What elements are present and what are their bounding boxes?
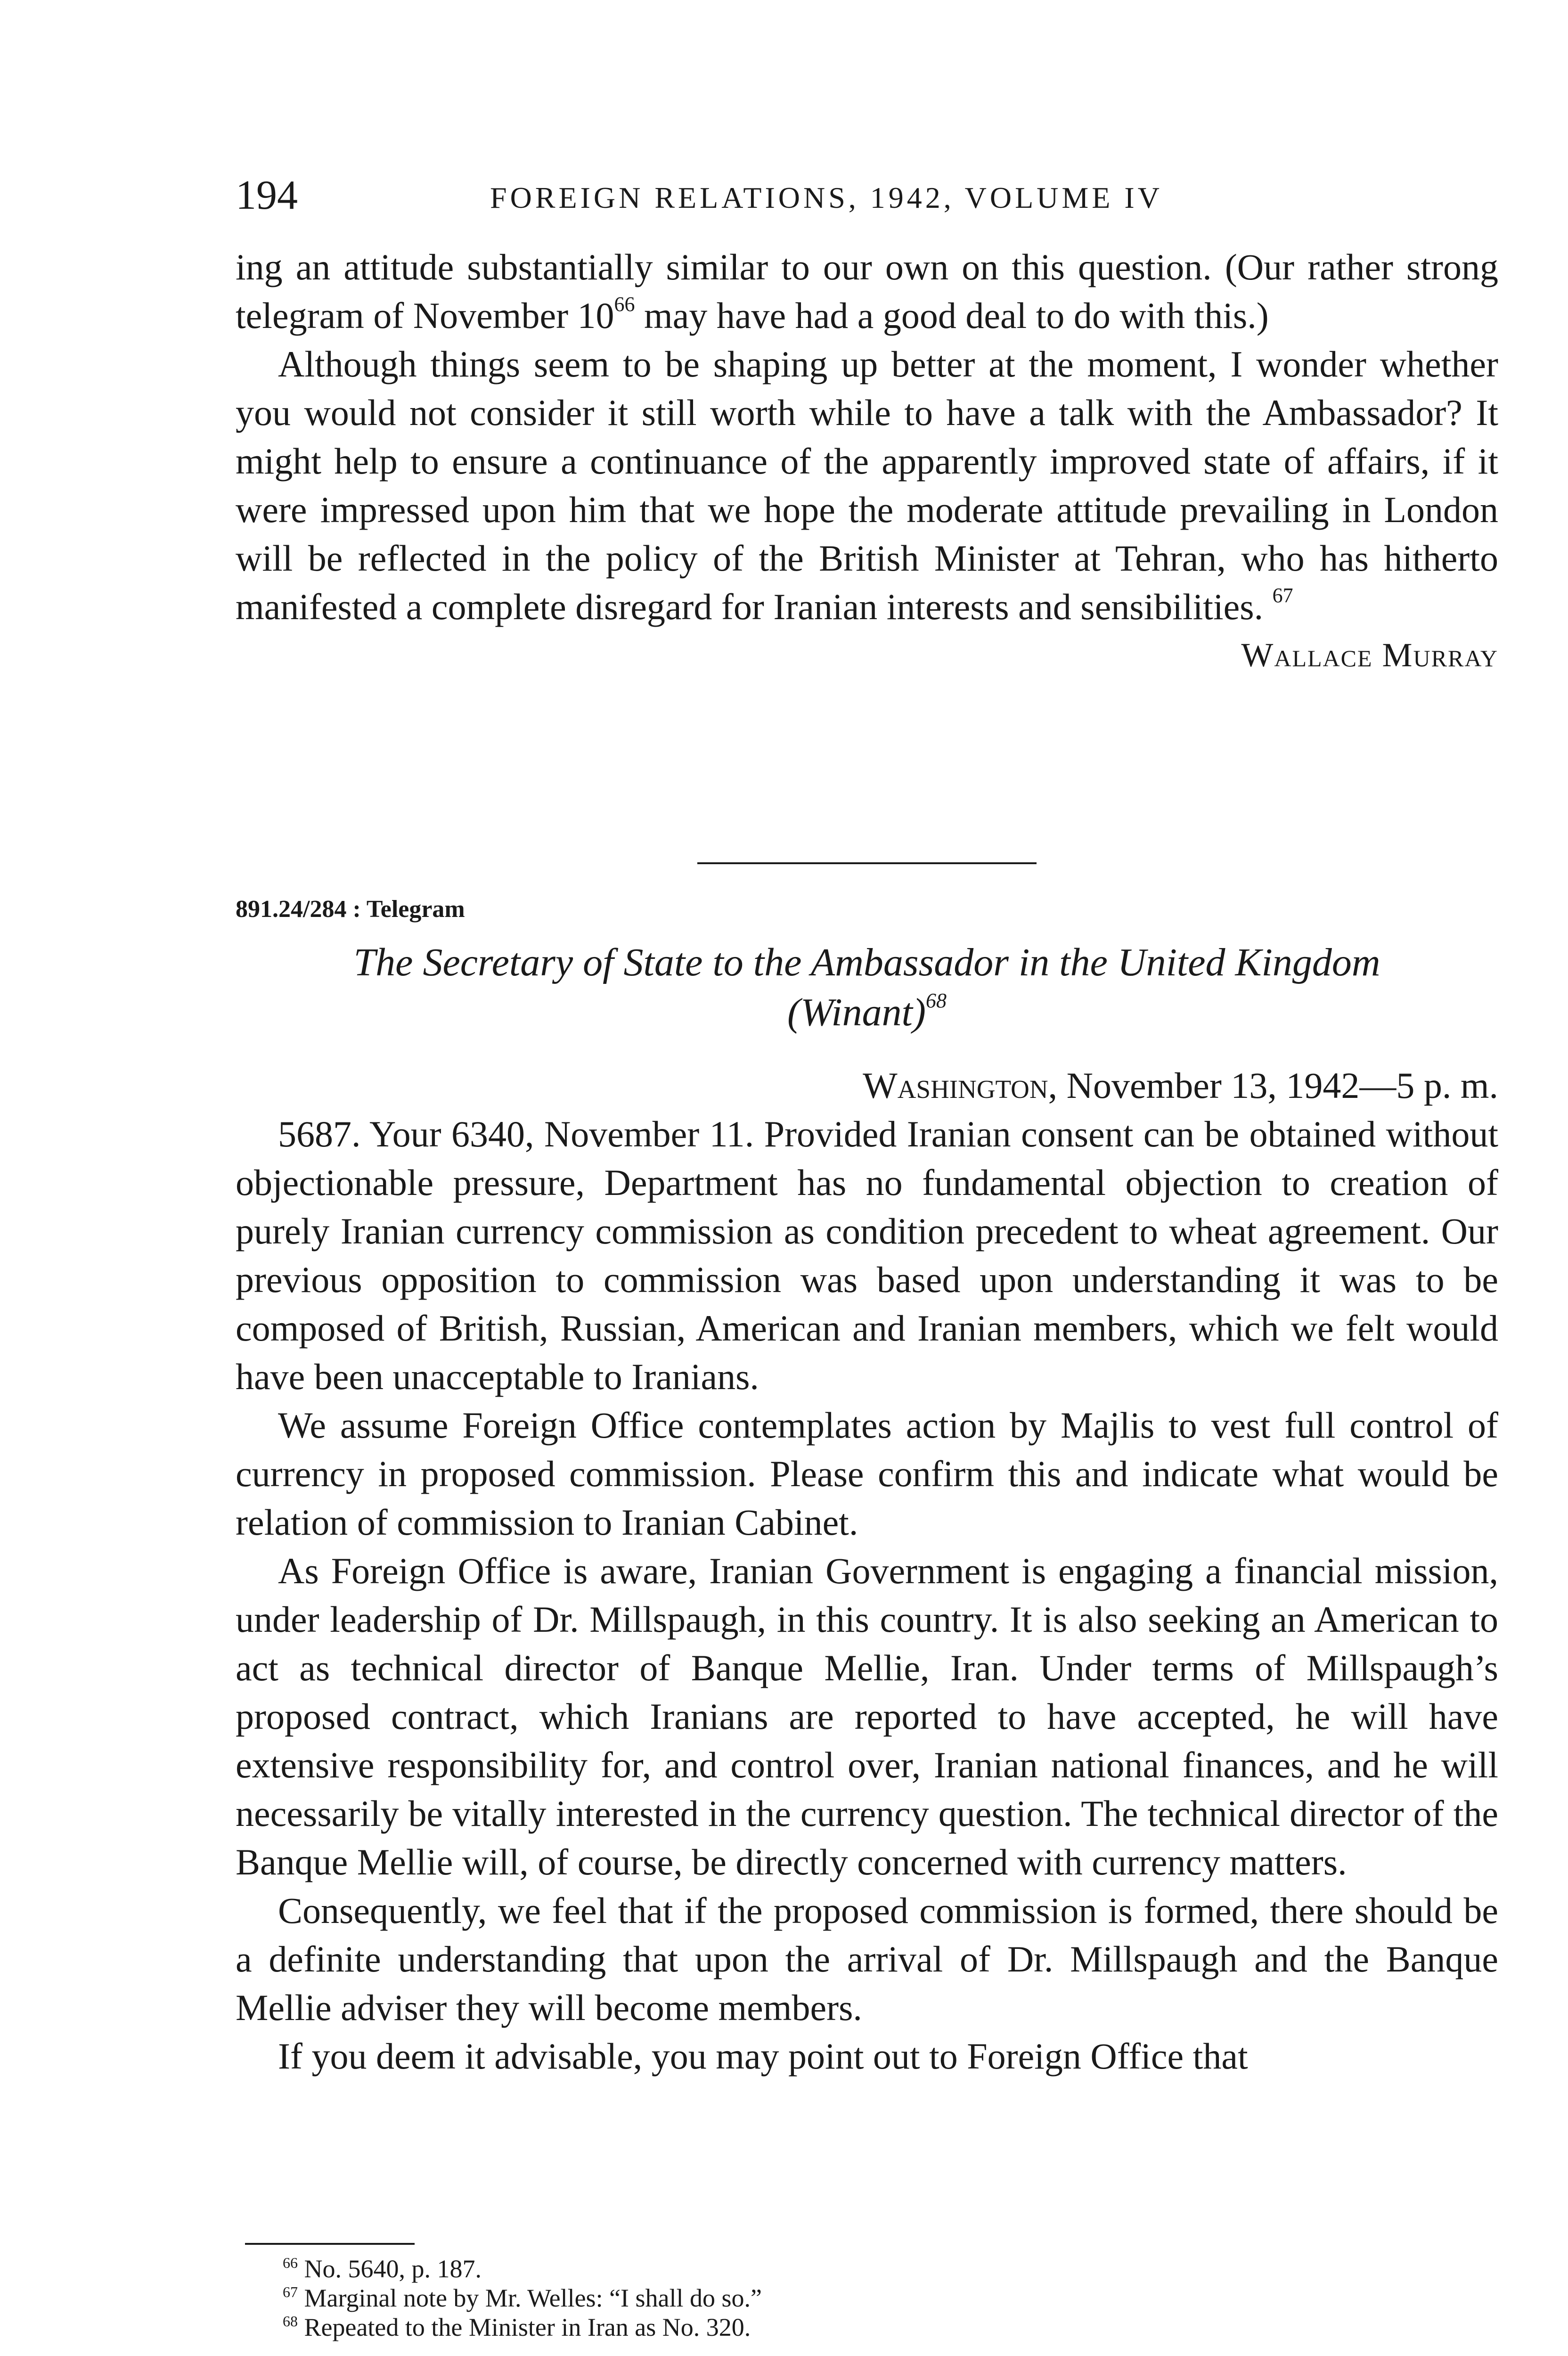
memo-paragraph-1: ing an attitude substantially similar to our own on this question. (Our rather strong telegram of November $10^{66}$ may have had a good deal to do with this.) — [236, 246, 1498, 336]
footnote-67: $^{67}$ Marginal note by Mr. Welles: “I shall do so.” — [283, 2283, 762, 2312]
memo-paragraph-2: Although things seem to be shaping up better at the moment, I wonder whether you would not consider it still worth while to have a talk with the Ambassador? It might help to ensure a continuance of the apparently improved state of affairs, if it were impressed upon him that we hope the moderate attitude prevailing in London will be reflected in the policy of the British Minister at Tehran, who has hitherto manifested a complete disregard for Iranian interests and sensibilities. $^{67}$ — [236, 344, 1498, 627]
document-title: The Secretary of State to the Ambassador in the United Kingdom (Winant)$^{68}$ — [353, 941, 1380, 1034]
section-divider — [697, 862, 1037, 864]
telegram-paragraph-5: If you deem it advisable, you may point out to Foreign Office that — [278, 2036, 1248, 2077]
document-2 — [236, 891, 1498, 2080]
footnote-66: $^{66}$ No. 5640, p. 187. — [283, 2254, 482, 2283]
telegram-paragraph-1: 5687. Your 6340, November 11. Provided Iranian consent can be obtained without objectionable pressure, Department has no fundamental objection to creation of purely Iranian currency commission as condition precedent to wheat agreement. Our previous opposition to commission was based upon understanding it was to be composed of British, Russian, American and Iranian members, which we felt would have been unacceptable to Iranians. — [236, 1113, 1498, 1397]
footnote-ref-68: 68 — [925, 989, 947, 1012]
signature: Wallace Murray — [1241, 636, 1498, 674]
footnote-68: $^{68}$ Repeated to the Minister in Iran as No. 320. — [283, 2313, 751, 2341]
footnotes — [245, 2243, 1498, 2342]
footnote-rule — [245, 2243, 415, 2245]
page-number: 194 — [236, 172, 298, 218]
running-title: FOREIGN RELATIONS, 1942, VOLUME IV — [490, 181, 1163, 214]
footnote-ref-66: 66 — [614, 293, 635, 316]
telegram-body — [236, 1110, 1498, 2080]
dateline: Washington, November 13, 1942—5 p. m. — [863, 1065, 1498, 1106]
telegram-paragraph-2: We assume Foreign Office contemplates action by Majlis to vest full control of currency in proposed commission. Please confirm this and indicate what would be relation of commission to Iranian Cabinet. — [236, 1405, 1498, 1543]
footnote-ref-67: 67 — [1272, 584, 1293, 607]
running-header — [236, 170, 1498, 221]
telegram-paragraph-4: Consequently, we feel that if the proposed commission is formed, there should be a definite understanding that upon the arrival of Dr. Millspaugh and the Banque Mellie adviser they will become members. — [236, 1890, 1498, 2028]
file-id: 891.24/284 : Telegram — [236, 896, 465, 923]
continued-memo — [236, 243, 1498, 679]
telegram-paragraph-3: As Foreign Office is aware, Iranian Government is engaging a financial mission, under leadership of Dr. Millspaugh, in this country. It is also seeking an American to act as technical director of Banque Mellie, Iran. Under terms of Millspaugh’s proposed contract, which Iranians are reported to have accepted, he will have extensive responsibility for, and control over, Iranian national finances, and he will necessarily be vitally interested in the currency question. The technical director of the Banque Mellie will, of course, be directly concerned with currency matters. — [236, 1550, 1498, 1882]
